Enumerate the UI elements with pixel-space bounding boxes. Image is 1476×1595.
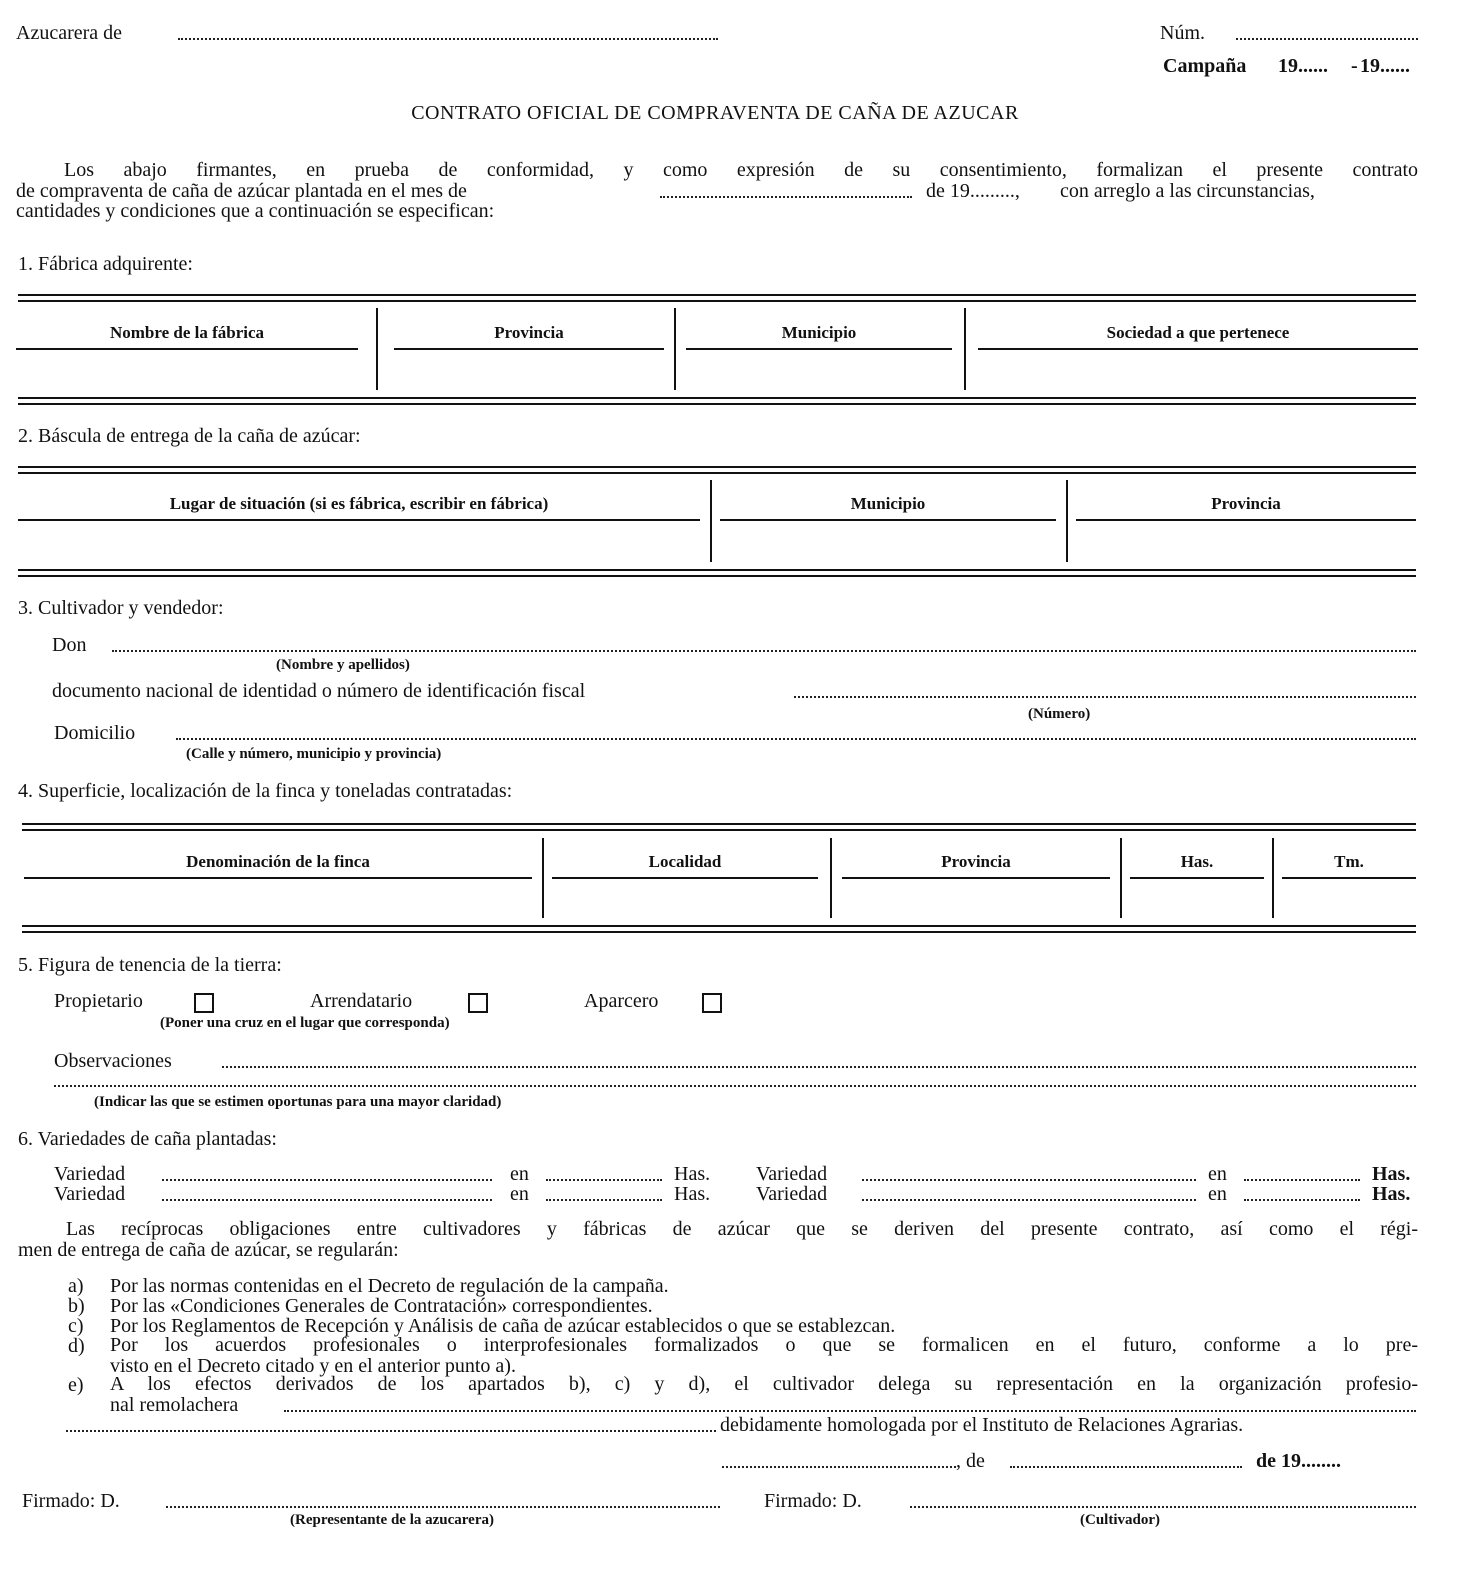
organizacion-field[interactable] [284, 1410, 1416, 1412]
en-label: en [1208, 1183, 1227, 1205]
en-label: en [1208, 1163, 1227, 1185]
table-4-header-underline [24, 877, 532, 879]
campana-year2[interactable]: 19...... [1360, 55, 1410, 77]
table-4-top-rule [22, 823, 1416, 825]
signature-right-field[interactable] [910, 1506, 1416, 1508]
obligation-letter-e: e) [68, 1374, 84, 1396]
has-label: Has. [674, 1163, 711, 1185]
table-2-header-municipio: Municipio [850, 494, 926, 513]
table-4-header-underline [842, 877, 1110, 879]
table-2-header-underline [18, 519, 700, 521]
domicilio-hint: (Calle y número, municipio y provincia) [186, 746, 442, 762]
propietario-checkbox[interactable] [194, 993, 214, 1013]
table-1-header-sociedad: Sociedad a que pertenece [1106, 323, 1290, 342]
section-4-title: 4. Superficie, localización de la finca y toneladas contratadas: [18, 780, 513, 802]
date-de-1: , de [956, 1450, 985, 1472]
table-1-header-fabrica: Nombre de la fábrica [109, 323, 265, 342]
table-2-bottom-rule [18, 569, 1416, 571]
table-2-header-lugar: Lugar de situación (si es fábrica, escribir en fábrica) [169, 494, 549, 513]
table-4-bottom-rule-2 [22, 931, 1416, 933]
arrendatario-checkbox[interactable] [468, 993, 488, 1013]
tenencia-hint: (Poner una cruz en el lugar que corresponda) [160, 1015, 450, 1031]
section-6-title: 6. Variedades de caña plantadas: [18, 1128, 277, 1150]
intro-line-2b: de 19........., [926, 180, 1020, 202]
section-1-title: 1. Fábrica adquirente: [18, 253, 193, 275]
domicilio-field[interactable] [176, 738, 1416, 740]
table-4-header-has: Has. [1180, 852, 1214, 871]
variedad-label: Variedad [54, 1183, 126, 1205]
obligations-line-2: men de entrega de caña de azúcar, se regularán: [18, 1239, 399, 1261]
variedad-2-field[interactable] [862, 1179, 1196, 1181]
intro-line-2c: con arreglo a las circunstancias, [1060, 180, 1315, 202]
obligation-text-e-cont: nal remolachera [110, 1394, 239, 1416]
table-4-divider [830, 838, 832, 918]
table-1-header-underline [978, 348, 1418, 350]
table-4-header-localidad: Localidad [648, 852, 722, 871]
variedad-3-field[interactable] [162, 1199, 492, 1201]
section-2-title: 2. Báscula de entrega de la caña de azúcar: [18, 425, 361, 447]
table-1-header-underline [16, 348, 358, 350]
obligation-text-d-cont: visto en el Decreto citado y en el anterior punto a). [110, 1355, 516, 1377]
num-label: Núm. [1160, 22, 1205, 44]
table-4-header-finca: Denominación de la finca [186, 852, 370, 871]
don-field[interactable] [112, 650, 1416, 652]
num-field[interactable] [1236, 38, 1418, 40]
dni-field[interactable] [794, 696, 1416, 698]
table-1-top-rule [18, 294, 1416, 296]
table-2-top-rule [18, 466, 1416, 468]
table-1-header-underline [686, 348, 952, 350]
homologada-text: debidamente homologada por el Instituto de Relaciones Agrarias. [720, 1414, 1244, 1436]
table-2-header-provincia: Provincia [1211, 494, 1281, 513]
table-1-header-provincia: Provincia [494, 323, 564, 342]
domicilio-label: Domicilio [54, 722, 136, 744]
dni-hint: (Número) [1028, 706, 1091, 722]
campana-year1[interactable]: 19...... [1278, 55, 1328, 77]
table-4-header-underline [1130, 877, 1264, 879]
obligation-text-c: Por los Reglamentos de Recepción y Análisis de caña de azúcar establecidos o que se establezcan. [110, 1315, 896, 1337]
azucarera-label: Azucarera de [16, 22, 123, 44]
obligation-text-e: A los efectos derivados de los apartados b), c) y d), el cultivador delega su representación en la organización profesio- [110, 1373, 1418, 1395]
campana-label: Campaña [1163, 55, 1247, 77]
signature-right-hint: (Cultivador) [1080, 1512, 1160, 1528]
table-4-divider [1272, 838, 1274, 918]
section-5-title: 5. Figura de tenencia de la tierra: [18, 954, 282, 976]
obligation-letter-d: d) [68, 1335, 85, 1357]
obligation-letter-b: b) [68, 1295, 85, 1317]
observaciones-hint: (Indicar las que se estimen oportunas para una mayor claridad) [94, 1094, 502, 1110]
table-4-top-rule-2 [22, 829, 1416, 831]
table-2-top-rule-2 [18, 472, 1416, 474]
table-1-bottom-rule-2 [18, 403, 1416, 405]
don-hint: (Nombre y apellidos) [276, 657, 410, 673]
aparcero-checkbox[interactable] [702, 993, 722, 1013]
signature-left-field[interactable] [166, 1506, 720, 1508]
signature-right-label: Firmado: D. [764, 1490, 862, 1512]
table-1-divider [376, 308, 378, 390]
variedad-2-has-field[interactable] [1244, 1179, 1360, 1181]
don-label: Don [52, 634, 87, 656]
table-2-divider [1066, 480, 1068, 562]
azucarera-field[interactable] [178, 38, 718, 40]
variedad-label: Variedad [756, 1163, 828, 1185]
aparcero-label: Aparcero [584, 990, 659, 1012]
organizacion-field-line-2[interactable] [66, 1430, 716, 1432]
table-4-header-provincia: Provincia [941, 852, 1011, 871]
obligation-text-d: Por los acuerdos profesionales o interprofesionales formalizados o que se formalicen en el futuro, conforme a lo pre- [110, 1334, 1418, 1356]
table-4-divider [542, 838, 544, 918]
signature-left-hint: (Representante de la azucarera) [290, 1512, 494, 1528]
variedad-4-field[interactable] [862, 1199, 1196, 1201]
has-label: Has. [1372, 1163, 1411, 1185]
fecha-mes-field[interactable] [1010, 1466, 1242, 1468]
variedad-3-has-field[interactable] [546, 1199, 662, 1201]
table-1-divider [674, 308, 676, 390]
en-label: en [510, 1163, 529, 1185]
observaciones-field-line-2[interactable] [54, 1085, 1416, 1087]
obligation-text-b: Por las «Condiciones Generales de Contratación» correspondientes. [110, 1295, 653, 1317]
table-4-divider [1120, 838, 1122, 918]
table-4-header-underline [1282, 877, 1416, 879]
table-4-bottom-rule [22, 925, 1416, 927]
table-2-header-underline [1076, 519, 1416, 521]
arrendatario-label: Arrendatario [310, 990, 413, 1012]
section-3-title: 3. Cultivador y vendedor: [18, 597, 224, 619]
obligation-letter-a: a) [68, 1275, 84, 1297]
intro-line-2a: de compraventa de caña de azúcar plantada en el mes de [16, 180, 467, 202]
mes-field[interactable] [660, 196, 912, 198]
date-de-2: de 19........ [1256, 1450, 1341, 1472]
page-title: CONTRATO OFICIAL DE COMPRAVENTA DE CAÑA DE AZUCAR [411, 102, 1019, 124]
table-1-header-municipio: Municipio [781, 323, 857, 342]
intro-line-3: cantidades y condiciones que a continuación se especifican: [16, 200, 495, 222]
table-1-top-rule-2 [18, 300, 1416, 302]
table-2-header-underline [720, 519, 1056, 521]
dni-label: documento nacional de identidad o número de identificación fiscal [52, 680, 586, 702]
table-1-header-underline [394, 348, 664, 350]
propietario-label: Propietario [54, 990, 143, 1012]
variedad-label: Variedad [54, 1163, 126, 1185]
variedad-4-has-field[interactable] [1244, 1199, 1360, 1201]
campana-separator: - [1351, 55, 1358, 77]
table-4-header-tm: Tm. [1334, 852, 1364, 871]
has-label: Has. [674, 1183, 711, 1205]
variedad-1-has-field[interactable] [546, 1179, 662, 1181]
variedad-1-field[interactable] [162, 1179, 492, 1181]
signature-left-label: Firmado: D. [22, 1490, 120, 1512]
table-1-bottom-rule [18, 397, 1416, 399]
observaciones-field[interactable] [222, 1066, 1416, 1068]
en-label: en [510, 1183, 529, 1205]
table-2-divider [710, 480, 712, 562]
table-4-header-underline [552, 877, 818, 879]
obligation-letter-c: c) [68, 1315, 84, 1337]
obligations-line-1: Las recíprocas obligaciones entre cultivadores y fábricas de azúcar que se deriven del presente contrato, así como el régi- [66, 1218, 1418, 1240]
intro-line-1: Los abajo firmantes, en prueba de conformidad, y como expresión de su consentimiento, formalizan el presente contrato [64, 159, 1418, 181]
variedad-label: Variedad [756, 1183, 828, 1205]
obligation-text-a: Por las normas contenidas en el Decreto de regulación de la campaña. [110, 1275, 669, 1297]
table-1-divider [964, 308, 966, 390]
lugar-field[interactable] [722, 1466, 956, 1468]
has-label: Has. [1372, 1183, 1411, 1205]
observaciones-label: Observaciones [54, 1050, 172, 1072]
table-2-bottom-rule-2 [18, 575, 1416, 577]
